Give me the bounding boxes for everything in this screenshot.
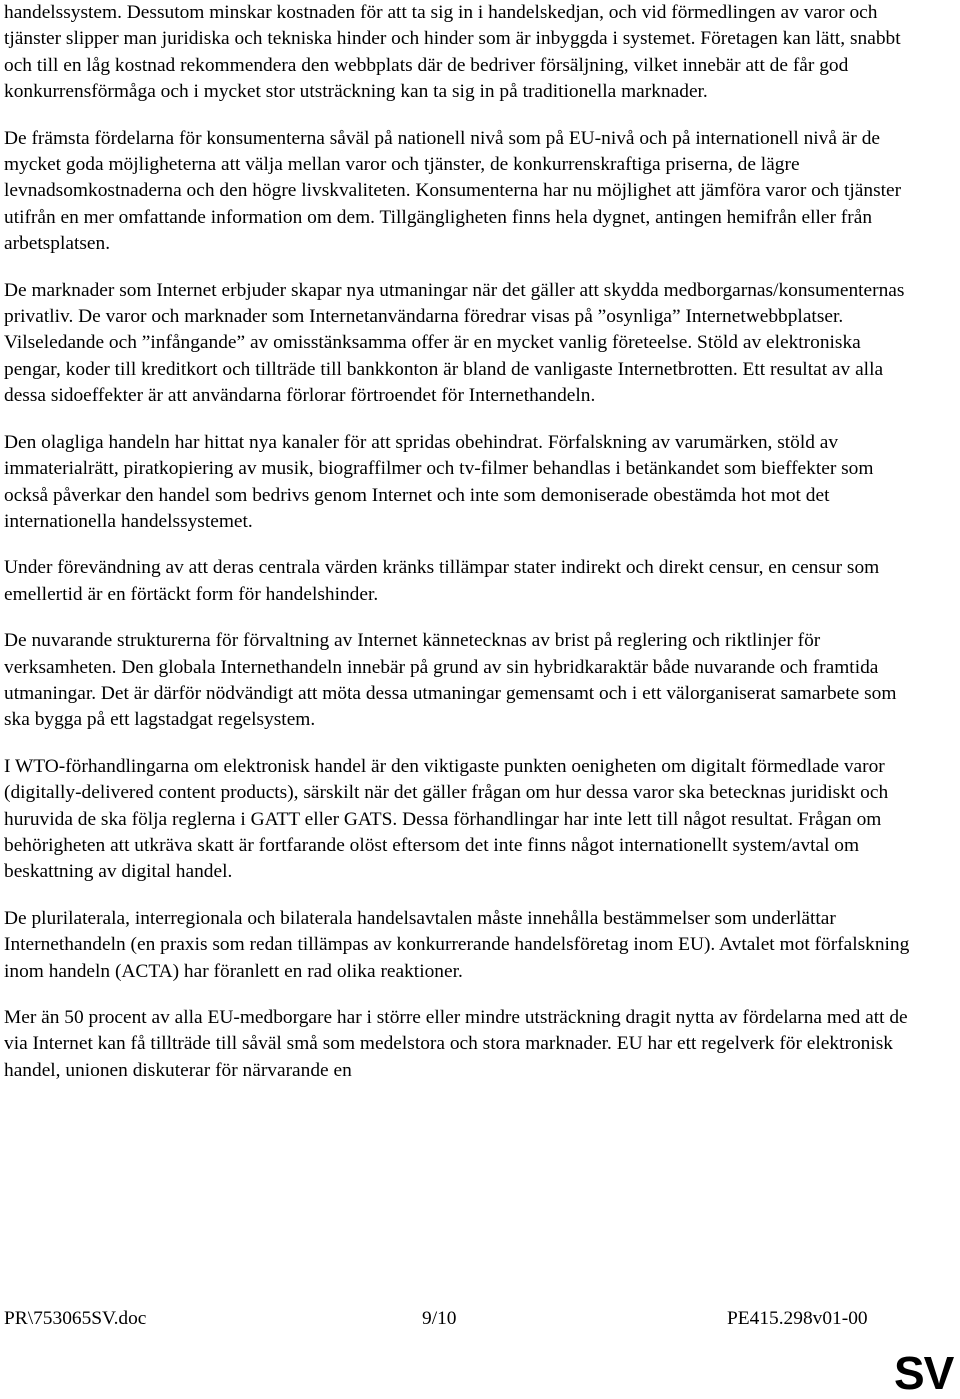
paragraph-9: Mer än 50 procent av alla EU-medborgare har i större eller mindre utsträckning dragit nytta av fördelarna med att de via Internet kan få tillträde till såväl små som medelstora och stora marknader. EU har ett regelverk för elektronisk handel, unionen diskuterar för närvarande en (4, 1007, 908, 1081)
paragraph-3: De marknader som Internet erbjuder skapar nya utmaningar när det gäller att skydda medborgarnas/konsumenternas privatliv. De varor och marknader som Internetanvändarna föredrar visas på ”osynliga” Internetwebbplatser. Vilseledande och ”infångande” av omisstänksamma offer är en mycket vanlig företeelse. Stöld av elektroniska pengar, koder till kreditkort och tillträde till bankkonton är bland de vanligaste Internetbrotten. Ett resultat av alla dessa sidoeffekter är att användarna förlorar förtroendet för Internethandeln. (4, 279, 905, 407)
page-footer (0, 1306, 960, 1332)
paragraph-5: Under förevändning av att deras centrala värden kränks tillämpar stater indirekt och direkt censur, en censur som emellertid är en förtäckt form för handelshinder. (4, 557, 880, 605)
paragraph-7: I WTO-förhandlingarna om elektronisk handel är den viktigaste punkten oenigheten om digitalt förmedlade varor (digitally-delivered content products), särskilt när det gäller frågan om hur dessa varor ska betecknas juridiskt och huruvida de ska följa reglerna i GATT eller GATS. Dessa förhandlingar har inte lett till något resultat. Frågan om behörigheten att utkräva skatt är fortfarande olöst eftersom det inte finns något internationellt system/avtal om beskattning av digital handel. (4, 755, 889, 883)
paragraph-2: De främsta fördelarna för konsumenterna såväl på nationell nivå som på EU-nivå och på internationell nivå är de mycket goda möjligheterna att välja mellan varor och tjänster, de konkurrenskraftiga priserna, de lägre levnadsomkostnaderna och den högre livskvaliteten. Konsumenterna har nu möjlighet att jämföra varor och tjänster utifrån en mer omfattande information om dem. Tillgängligheten finns hela dygnet, antingen hemifrån eller från arbetsplatsen. (4, 127, 902, 255)
paragraph-8: De plurilaterala, interregionala och bilaterala handelsavtalen måste innehålla bestämmelser som underlättar Internethandeln (en praxis som redan tillämpas av konkurrerande handelsföretag inom EU). Avtalet mot förfalskning inom handeln (ACTA) har föranlett en rad olika reaktioner. (4, 907, 910, 982)
document-body (4, 0, 922, 1104)
paragraph-6: De nuvarande strukturerna för förvaltning av Internet kännetecknas av brist på reglering och riktlinjer för verksamheten. Den globala Internethandeln innebär på grund av sin hybridkaraktär både nuvarande och framtida utmaningar. Det är därför nödvändigt att möta dessa utmaningar gemensamt och i ett välorganiserat samarbete som ska bygga på ett lagstadgat regelsystem. (4, 630, 897, 731)
language-code-badge: SV (894, 1347, 954, 1399)
footer-pe-reference: PE415.298v01-00 (727, 1308, 868, 1329)
paragraph-1: handelssystem. Dessutom minskar kostnaden för att ta sig in i handelskedjan, och vid förmedlingen av varor och tjänster slipper man juridiska och tekniska hinder och hinder som är inbyggda i systemet. Företagen kan lätt, snabbt och till en låg kostnad rekommendera den webbplats där de bedriver försäljning, vilket innebär att de får god konkurrensförmåga och i mycket stor utsträckning kan ta sig in på traditionella marknader. (4, 2, 901, 103)
footer-doc-reference: PR\753065SV.doc (4, 1308, 147, 1329)
paragraph-4: Den olagliga handeln har hittat nya kanaler för att spridas obehindrat. Förfalskning av varumärken, stöld av immaterialrätt, piratkopiering av musik, biograffilmer och tv-filmer behandlas i betänkandet som bieffekter som också påverkar den handel som bedrivs genom Internet och inte som demoniserade obestämda hot mot det internationella handelssystemet. (4, 431, 874, 532)
footer-page-number: 9/10 (422, 1308, 457, 1329)
